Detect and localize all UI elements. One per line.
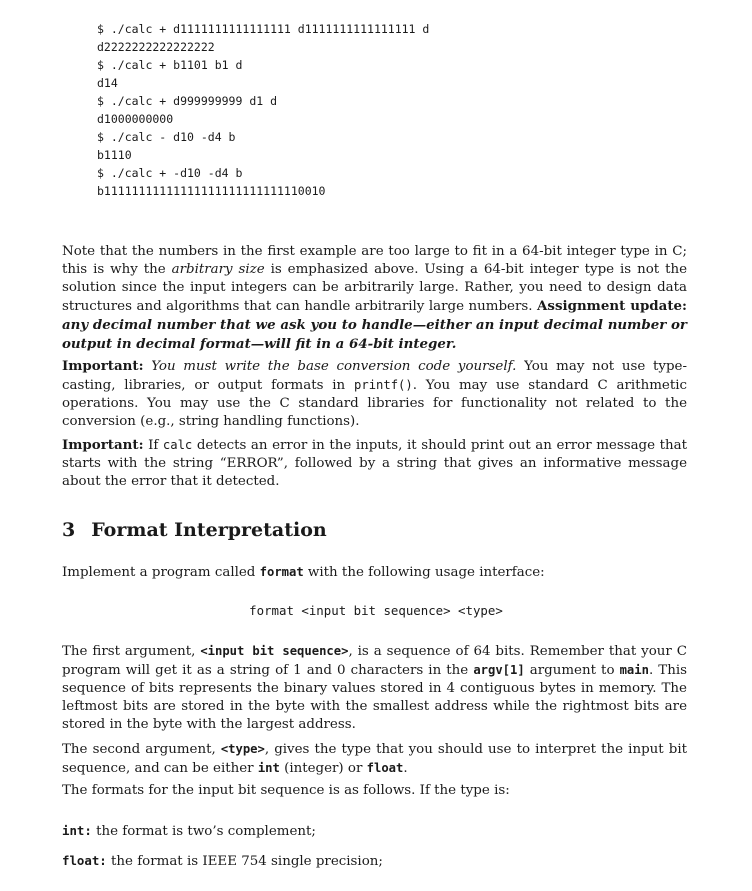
inline-code: <type> xyxy=(220,742,265,756)
code-line: d2222222222222222 xyxy=(97,40,215,54)
inline-code: format xyxy=(259,565,304,579)
code-line: d14 xyxy=(97,76,118,90)
important-paragraph-2 xyxy=(62,436,687,491)
note-text: is emphasized above. Using a 64-bit integer type is not the solution since the input integers can be arbitrarily large. Rather, you need to design data structures and algorithms that can handle arbitrarily large numbers. xyxy=(62,262,688,314)
code-line: $ ./calc + b1101 b1 d xyxy=(97,58,243,72)
important-text: You may not use type-casting, libraries, or output formats in xyxy=(62,359,687,393)
code-line: $ ./calc - d10 -d4 b xyxy=(97,130,236,144)
important-label: Important: xyxy=(62,358,144,374)
type-item-float xyxy=(62,853,383,869)
inline-code: printf() xyxy=(354,378,413,392)
arg-text: The first argument, xyxy=(62,644,201,659)
section-heading xyxy=(62,519,327,541)
important-paragraph-1 xyxy=(62,357,687,431)
inline-code: int xyxy=(257,761,280,775)
inline-code: main xyxy=(619,663,649,677)
arg-text: , gives the type that you should use to interpret the input bit sequence, and can be either xyxy=(62,742,687,776)
inline-code: calc xyxy=(162,438,193,452)
arg-text: argument to xyxy=(524,663,620,678)
type-code: int: xyxy=(62,823,92,838)
assignment-update-text: any decimal number that we ask you to handle—either an input decimal number or output in decimal format—will fit in a 64-bit integer. xyxy=(62,317,687,352)
important-emphasis: You must write the base conversion code yourself. xyxy=(151,359,517,374)
note-text: Note that the numbers in the first example are too large to fit in a 64-bit integer type in C; this is why the xyxy=(62,244,687,277)
arg-text: . xyxy=(403,761,408,776)
type-description: the format is two’s complement; xyxy=(91,824,316,839)
implement-text: with the following usage interface: xyxy=(303,565,545,580)
section-number: 3 xyxy=(62,519,76,541)
important-text: If xyxy=(143,438,163,453)
type-code: float: xyxy=(62,853,107,868)
code-line: b11111111111111111111111111110010 xyxy=(97,184,326,198)
arg-text: (integer) or xyxy=(279,761,367,776)
note-paragraph xyxy=(62,243,687,354)
type-item-int xyxy=(62,823,316,839)
inline-code: <input bit sequence> xyxy=(200,644,349,658)
arg-text: , is a sequence of 64 bits. Remember that your C program will get it as a string of 1 and 0 characters in the xyxy=(62,644,688,678)
second-argument-paragraph xyxy=(62,740,687,778)
arg-text: The second argument, xyxy=(62,742,221,757)
important-text: detects an error in the inputs, it should print out an error message that starts with the string “ERROR”, followed by a string that gives an informative message about the error that it detected. xyxy=(62,438,687,489)
code-line: $ ./calc + -d10 -d4 b xyxy=(97,166,243,180)
code-line: b1110 xyxy=(97,148,132,162)
implement-text: Implement a program called xyxy=(62,565,260,580)
inline-code: argv[1] xyxy=(473,663,525,677)
inline-code: float xyxy=(366,761,404,775)
code-line: $ ./calc + d1111111111111111 d1111111111111111 d xyxy=(97,22,430,36)
formats-intro: The formats for the input bit sequence is as follows. If the type is: xyxy=(62,783,510,798)
type-description: the format is IEEE 754 single precision; xyxy=(106,854,383,869)
assignment-update-label: Assignment update: xyxy=(537,298,687,314)
arg-text: . This sequence of bits represents the binary values stored in 4 contiguous bytes in memory. The leftmost bits are stored in the byte with the smallest address while the rightmost bits are stored in the byte with the largest address. xyxy=(62,663,688,732)
important-text: . You may use standard C arithmetic operations. You may use the C standard libraries for functionality not related to the conversion (e.g., string handling functions). xyxy=(62,378,688,429)
section-title: Format Interpretation xyxy=(91,519,327,541)
code-line: $ ./calc + d999999999 d1 d xyxy=(97,94,278,108)
first-argument-paragraph xyxy=(62,642,687,734)
note-emphasis: arbitrary size xyxy=(171,262,265,277)
code-line: d1000000000 xyxy=(97,112,174,126)
implement-paragraph xyxy=(62,563,687,582)
usage-line: format <input bit sequence> <type> xyxy=(249,603,503,618)
important-label: Important: xyxy=(62,437,144,453)
